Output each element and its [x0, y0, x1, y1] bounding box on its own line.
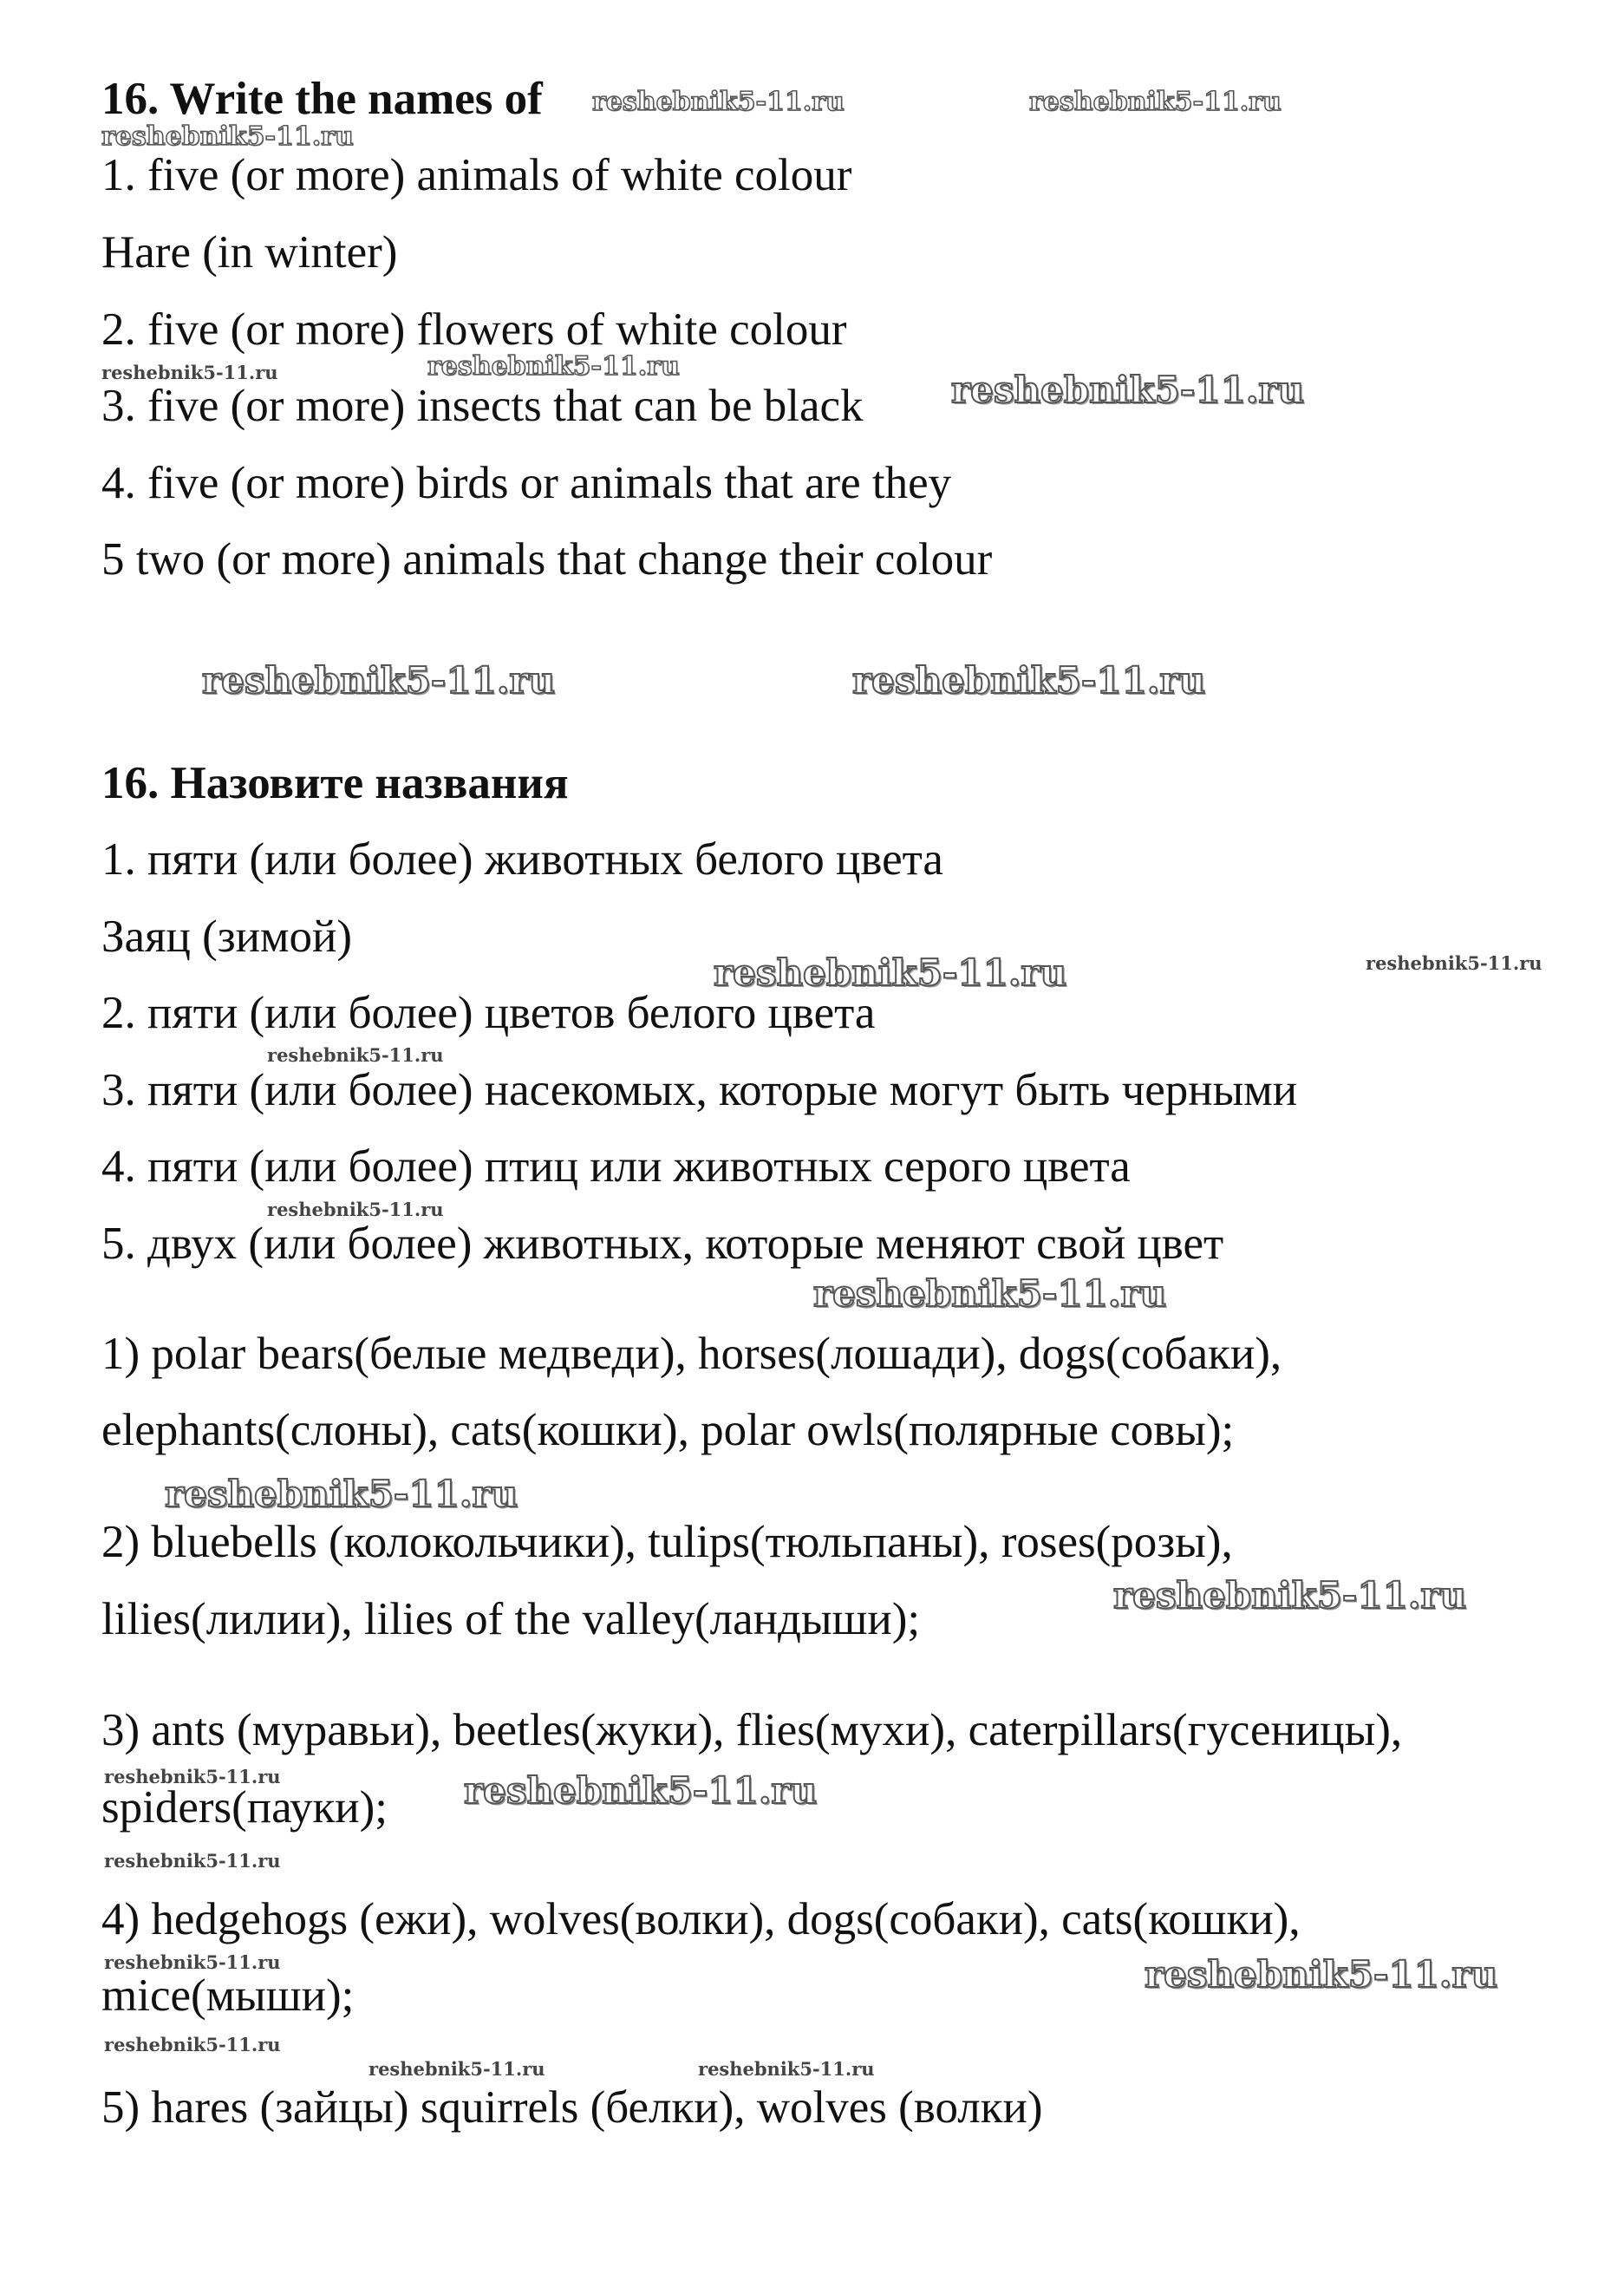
english-heading: 16. Write the names of [101, 74, 543, 124]
watermark: reshebnik5-11.ru [101, 121, 354, 152]
russian-item-4: 4. пяти (или более) птиц или животных серого цвета [101, 1141, 1131, 1192]
watermark: reshebnik5-11.ru [104, 1850, 281, 1872]
answer-3-line-2: spiders(пауки); [101, 1782, 388, 1833]
answer-2-line-1: 2) bluebells (колокольчики), tulips(тюльпаны), roses(розы), [101, 1517, 1233, 1567]
english-item-5: 5 two (or more) animals that change their colour [101, 534, 993, 585]
russian-item-2: 2. пяти (или более) цветов белого цвета [101, 988, 876, 1038]
watermark: reshebnik5-11.ru [267, 1044, 444, 1066]
answer-4-line-2: mice(мыши); [101, 1970, 355, 2021]
watermark: reshebnik5-11.ru [951, 369, 1305, 411]
answer-3-line-1: 3) ants (муравьи), beetles(жуки), flies(мухи), caterpillars(гусеницы), [101, 1705, 1403, 1755]
watermark: reshebnik5-11.ru [464, 1769, 818, 1812]
watermark: reshebnik5-11.ru [1113, 1574, 1467, 1617]
watermark: reshebnik5-11.ru [104, 1951, 281, 1973]
watermark: reshebnik5-11.ru [1366, 952, 1542, 974]
watermark: reshebnik5-11.ru [714, 951, 1067, 994]
watermark: reshebnik5-11.ru [1145, 1953, 1498, 1996]
answer-1-line-1: 1) polar bears(белые медведи), horses(лошади), dogs(собаки), [101, 1329, 1282, 1379]
russian-item-5: 5. двух (или более) животных, которые меняют свой цвет [101, 1219, 1224, 1269]
watermark: reshebnik5-11.ru [368, 2058, 545, 2080]
watermark: reshebnik5-11.ru [592, 87, 845, 117]
watermark: reshebnik5-11.ru [267, 1199, 444, 1220]
watermark: reshebnik5-11.ru [202, 659, 556, 702]
russian-heading: 16. Назовите названия [101, 758, 569, 808]
watermark: reshebnik5-11.ru [698, 2058, 875, 2080]
answer-4-line-1: 4) hedgehogs (ежи), wolves(волки), dogs(собаки), cats(кошки), [101, 1894, 1301, 1944]
watermark: reshebnik5-11.ru [104, 2034, 281, 2055]
watermark: reshebnik5-11.ru [852, 659, 1206, 702]
english-item-hare: Hare (in winter) [101, 227, 398, 278]
watermark: reshebnik5-11.ru [104, 1766, 281, 1787]
russian-item-hare: Заяц (зимой) [101, 912, 353, 962]
english-item-3: 3. five (or more) insects that can be black [101, 381, 864, 431]
answer-2-line-2: lilies(лилии), lilies of the valley(ландыши); [101, 1594, 921, 1644]
watermark: reshebnik5-11.ru [101, 362, 278, 383]
answer-5-line-1: 5) hares (зайцы) squirrels (белки), wolves (волки) [101, 2082, 1043, 2133]
english-item-2: 2. five (or more) flowers of white colour [101, 304, 847, 355]
answer-1-line-2: elephants(слоны), cats(кошки), polar owls(полярные совы); [101, 1405, 1235, 1455]
russian-item-1: 1. пяти (или более) животных белого цвета [101, 834, 943, 885]
watermark: reshebnik5-11.ru [1029, 87, 1282, 117]
watermark: reshebnik5-11.ru [427, 351, 680, 382]
russian-item-3: 3. пяти (или более) насекомых, которые могут быть черными [101, 1065, 1298, 1115]
watermark: reshebnik5-11.ru [813, 1272, 1167, 1315]
english-item-1: 1. five (or more) animals of white colour [101, 150, 852, 200]
english-item-4: 4. five (or more) birds or animals that are they [101, 458, 952, 508]
watermark: reshebnik5-11.ru [165, 1473, 519, 1515]
